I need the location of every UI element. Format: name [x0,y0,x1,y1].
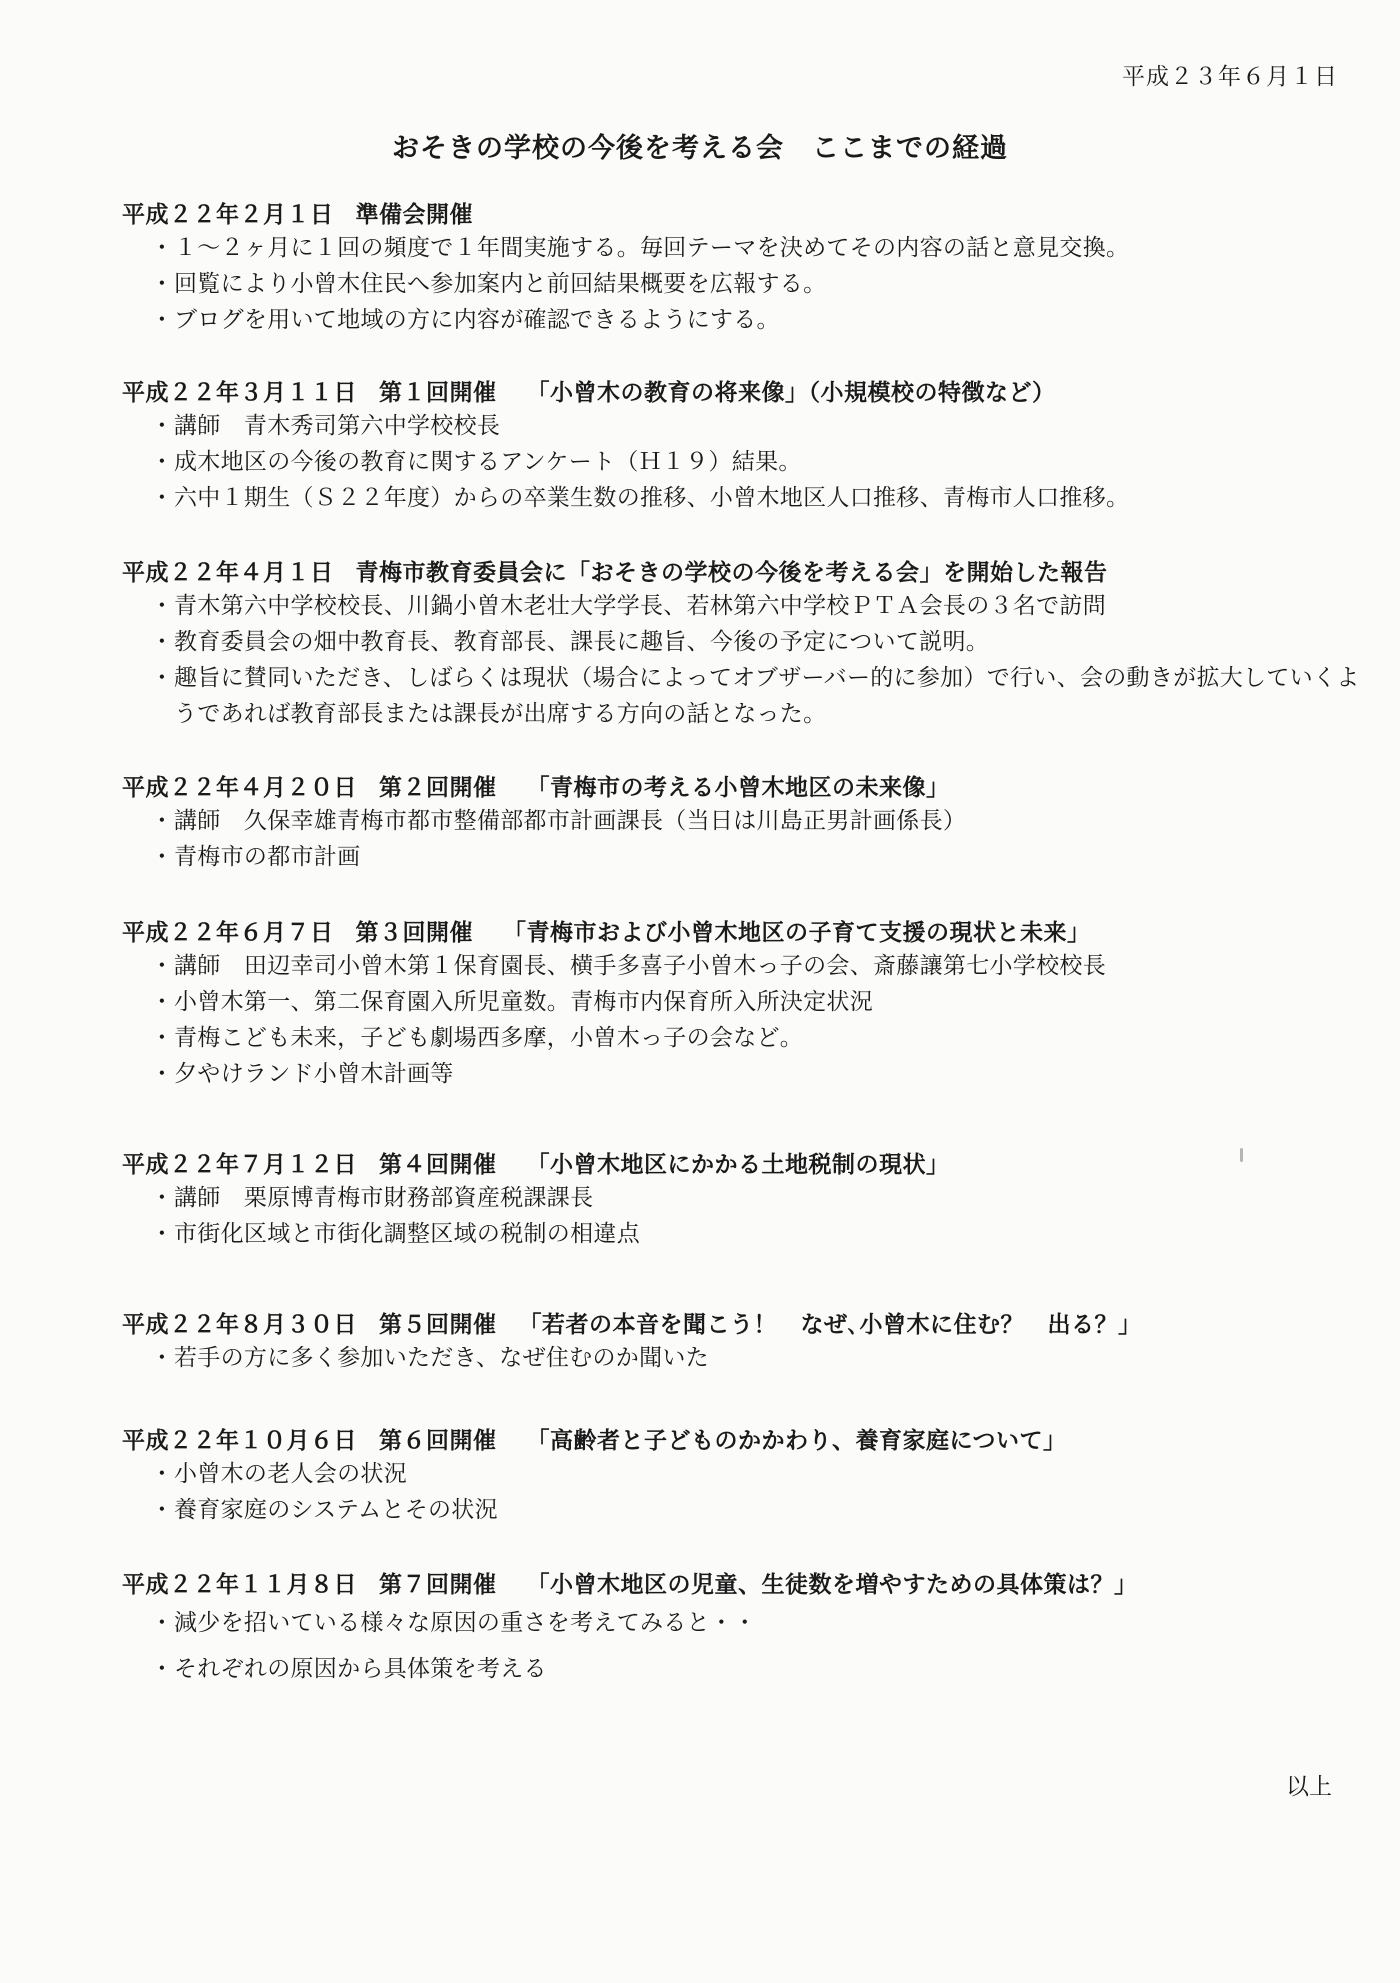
entry-event: 第４回開催 [379,1152,497,1178]
bullet-item: ・１～２ヶ月に１回の頻度で１年間実施する。毎回テーマを決めてその内容の話と意見交換。 [150,235,1130,261]
entry-bullets [122,588,1362,732]
timeline-entry [122,918,1362,1092]
entry-bullets [122,1456,1362,1528]
entry-heading [122,1310,1362,1340]
bullet-item: ・小曾木の老人会の状況 [150,1461,407,1487]
bullet-item: ・青梅こども未来，子ども劇場西多摩，小曽木っ子の会など。 [150,1025,804,1051]
entry-heading [122,1426,1362,1456]
entry-topic: 「小曾木の教育の将来像」（小規模校の特徴など） [526,380,1056,406]
bullet-item: ・養育家庭のシステムとその状況 [150,1497,498,1523]
bullet-item: ・市街化区域と市街化調整区域の税制の相違点 [150,1221,640,1247]
bullet-item: ・趣旨に賛同いただき、しばらくは現状（場合によってオブザーバー的に参加）で行い、会の動きが拡大していくようであれば教育部長または課長が出席する方向の話となった。 [150,665,1360,727]
bullet-item: ・成木地区の今後の教育に関するアンケート（Ｈ１９）結果。 [150,449,802,475]
bullet-item: ・それぞれの原因から具体策を考える [150,1656,547,1682]
entry-heading [122,918,1362,948]
entry-heading [122,1570,1362,1600]
timeline-entry [122,558,1362,732]
bullet-item: ・青木第六中学校校長、川鍋小曽木老壮大学学長、若林第六中学校ＰＴＡ会長の３名で訪問 [150,593,1106,619]
timeline-entry [122,1426,1362,1528]
timeline-entry [122,1310,1362,1376]
entry-heading [122,378,1362,408]
entry-date: 平成２２年４月１日 [122,560,334,586]
timeline-entry [122,773,1362,875]
timeline-entry [122,1570,1362,1692]
entry-bullets [122,803,1362,875]
entry-date: 平成２２年２月１日 [122,202,334,228]
entry-bullets [122,1600,1362,1692]
entry-event: 青梅市教育委員会に「おそきの学校の今後を考える会」を開始した報告 [355,560,1108,586]
timeline-entry [122,378,1362,516]
bullet-item: ・夕やけランド小曾木計画等 [150,1061,454,1087]
bullet-item: ・講師 田辺幸司小曾木第１保育園長、横手多喜子小曽木っ子の会、斎藤讓第七小学校校長 [150,953,1106,979]
entry-date: 平成２２年６月７日 [122,920,334,946]
entry-date: 平成２２年４月２０日 [122,775,357,801]
entry-date: 平成２２年１０月６日 [122,1428,357,1454]
entry-topic: 「若者の本音を聞こう！ なぜ､小曾木に住む？ 出る？」 [518,1312,1142,1338]
entry-topic: 「小曾木地区にかかる土地税制の現状」 [526,1152,950,1178]
entry-bullets [122,1180,1362,1252]
bullet-item: ・若手の方に多く参加いただき、なぜ住むのか聞いた [150,1345,709,1371]
bullet-item: ・講師 青木秀司第六中学校校長 [150,413,501,439]
entry-event: 第６回開催 [379,1428,497,1454]
entry-date: 平成２２年３月１１日 [122,380,357,406]
bullet-item: ・ブログを用いて地域の方に内容が確認できるようにする。 [150,307,780,333]
entry-event: 第７回開催 [379,1572,497,1598]
entry-event: 第５回開催 [379,1312,497,1338]
entry-date: 平成２２年１１月８日 [122,1572,357,1598]
timeline-entry [122,200,1362,338]
entry-date: 平成２２年７月１２日 [122,1152,357,1178]
bullet-item: ・講師 久保幸雄青梅市都市整備部都市計画課長（当日は川島正男計画係長） [150,808,967,834]
entry-heading [122,200,1362,230]
entry-heading [122,773,1362,803]
entry-topic: 「青梅市および小曾木地区の子育て支援の現状と未来」 [503,920,1091,946]
bullet-item: ・小曾木第一、第二保育園入所児童数。青梅市内保育所入所決定状況 [150,989,873,1015]
entry-event: 準備会開催 [355,202,473,228]
entry-heading [122,558,1362,588]
bullet-item: ・青梅市の都市計画 [150,844,361,870]
bullet-item: ・六中１期生（Ｓ２２年度）からの卒業生数の推移、小曾木地区人口推移、青梅市人口推移。 [150,485,1130,511]
bullet-item: ・教育委員会の畑中教育長、教育部長、課長に趣旨、今後の予定について説明。 [150,629,990,655]
bullet-item: ・回覧により小曾木住民へ参加案内と前回結果概要を広報する。 [150,271,827,297]
entry-event: 第３回開催 [355,920,473,946]
closing-remark: 以上 [1286,1774,1332,1800]
bullet-item: ・講師 栗原博青梅市財務部資産税課課長 [150,1185,594,1211]
scan-speck [1240,1148,1243,1162]
entry-topic: 「青梅市の考える小曾木地区の未来像」 [526,775,950,801]
entry-bullets [122,230,1362,338]
entry-bullets [122,408,1362,516]
document-title: おそきの学校の今後を考える会 ここまでの経過 [392,133,1008,164]
entry-event: 第１回開催 [379,380,497,406]
timeline-entry [122,1150,1362,1252]
entry-event: 第２回開催 [379,775,497,801]
entry-date: 平成２２年８月３０日 [122,1312,357,1338]
entry-bullets [122,1340,1362,1376]
entry-topic: 「高齢者と子どものかかわり、養育家庭について」 [526,1428,1067,1454]
document-date: 平成２３年６月１日 [1122,64,1338,90]
entry-heading [122,1150,1362,1180]
bullet-item: ・減少を招いている様々な原因の重さを考えてみると・・ [150,1610,757,1636]
entry-topic: 「小曾木地区の児童、生徒数を増やすための具体策は？」 [526,1572,1138,1598]
entry-bullets [122,948,1362,1092]
